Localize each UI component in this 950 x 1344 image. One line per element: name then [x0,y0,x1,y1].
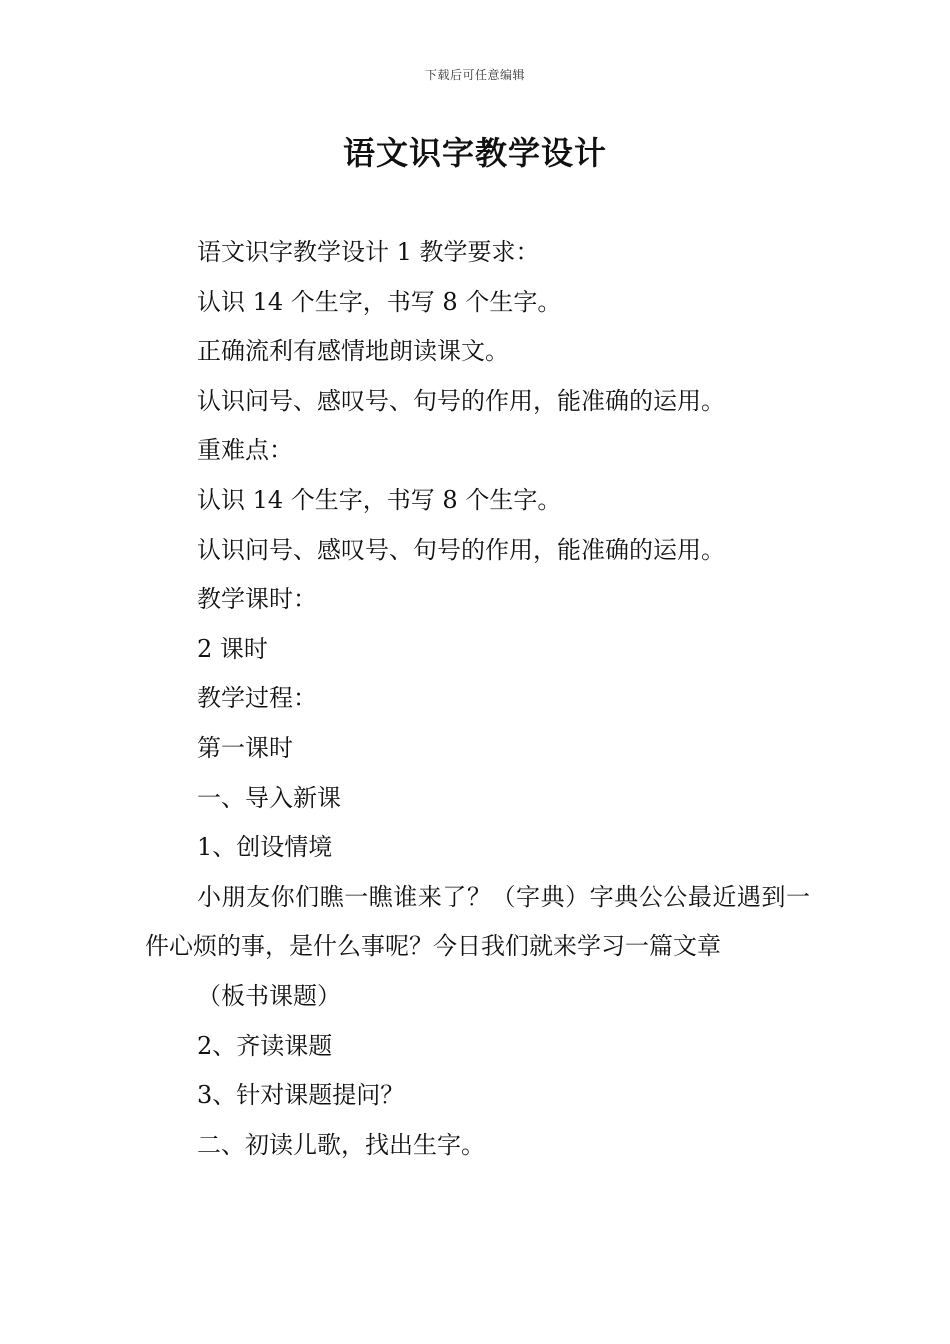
paragraph: 重难点： [197,436,293,465]
paragraph: 认识问号、感叹号、句号的作用，能准确的运用。 [197,386,725,415]
paragraph: 一、导入新课 [197,783,341,812]
paragraph: 1、创设情境 [197,833,333,862]
paragraph: 小朋友你们瞧一瞧谁来了？（字典）字典公公最近遇到一件心烦的事，是什么事呢？今日我们就来学习一篇文章 [145,882,810,961]
paragraph: 教学过程： [197,684,317,713]
paragraph: 认识 14 个生字，书写 8 个生字。 [197,485,562,514]
paragraph: （板书课题） [197,981,341,1010]
document-title: 语文识字教学设计 [342,134,607,172]
paragraph: 认识 14 个生字，书写 8 个生字。 [197,287,562,316]
paragraph: 第一课时 [197,733,293,762]
paragraph: 语文识字教学设计 1 教学要求： [197,238,540,266]
header-note: 下载后可任意编辑 [424,68,525,82]
document-body [145,228,810,1170]
paragraph: 二、初读儿歌，找出生字。 [197,1130,485,1159]
paragraph: 2 课时 [197,634,268,663]
paragraph: 教学课时： [197,585,317,614]
paragraph: 正确流利有感情地朗读课文。 [197,337,509,366]
paragraph: 认识问号、感叹号、句号的作用，能准确的运用。 [197,535,725,564]
paragraph: 3、针对课题提问？ [197,1081,405,1110]
paragraph: 2、齐读课题 [197,1031,333,1060]
